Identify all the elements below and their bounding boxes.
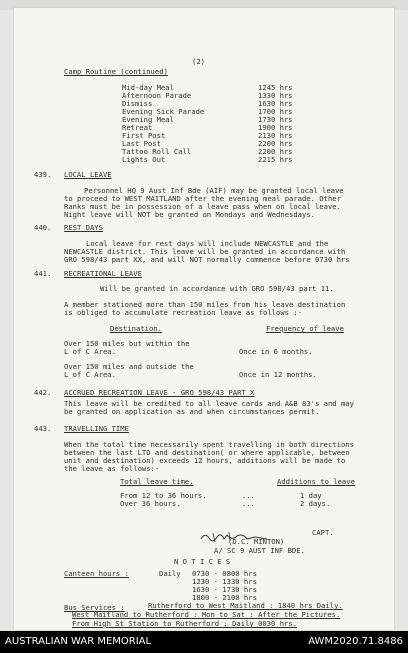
signature-rank: CAPT.: [312, 528, 334, 537]
section-number: 441.: [34, 269, 52, 278]
routine-label: Mid-day Meal: [122, 83, 174, 92]
notices-heading: N O T I C E S: [174, 557, 231, 566]
bus-service-line: From High St Station to Rutherford : Daily 0030 hrs.: [72, 619, 298, 628]
routine-time: 1630 hrs: [258, 99, 293, 108]
column-header-additions: Additions to leave: [277, 477, 355, 486]
body-line: unit and destination) exceeds 12 hours, additions will be made to: [64, 456, 346, 465]
body-line: the leave as follows:-: [64, 464, 160, 473]
body-line: be granted on application as and when circumstances permit.: [64, 407, 320, 416]
bus-service-line: Rutherford to West Maitland : 1840 hrs Daily.: [148, 601, 343, 610]
routine-label: Evening Sick Parade: [122, 107, 205, 116]
routine-time: 2200 hrs: [258, 147, 293, 156]
routine-time: 1245 hrs: [258, 83, 293, 92]
routine-label: Last Post: [122, 139, 161, 148]
routine-time: 2200 hrs: [258, 139, 293, 148]
body-line: A member stationed more than 150 miles from his leave destination: [64, 300, 346, 309]
section-title: LOCAL LEAVE: [64, 170, 112, 179]
body-line: Ranks must be in possession of a leave pass when on local leave.: [64, 202, 341, 211]
camp-routine-heading: Camp Routine (continued): [64, 67, 168, 76]
bus-service-line: West Maitland to Rutherford : Mon to Sat : After the Pictures.: [72, 610, 341, 619]
document-page: [14, 8, 394, 630]
signature-name: (D.C. MINTON): [228, 537, 285, 546]
destination-cell: L of C Area.: [64, 347, 116, 356]
routine-label: Evening Meal: [122, 115, 174, 124]
body-line: NEWCASTLE district. This leave will be granted in accordance with: [64, 247, 346, 256]
canteen-time: 1630 - 1730 hrs: [192, 585, 257, 594]
section-title: ACCRUED RECREATION LEAVE - GRO 598/43 PART X: [64, 388, 255, 397]
archive-caption-bar: [0, 631, 408, 653]
leader-dots: ...: [242, 491, 255, 500]
archive-name: AUSTRALIAN WAR MEMORIAL: [5, 636, 152, 647]
body-line: Local leave for rest days will include NEWCASTLE and the: [86, 239, 329, 248]
body-line: Personnel HQ 9 Aust Inf Bde (AIF) may be granted local leave: [84, 186, 344, 195]
routine-label: Tattoo Roll Call: [122, 147, 192, 156]
leave-time-cell: From 12 to 36 hours.: [120, 491, 207, 500]
section-title: RECREATIONAL LEAVE: [64, 269, 142, 278]
leader-dots: ...: [242, 499, 255, 508]
routine-label: Retreat: [122, 123, 153, 132]
section-number: 443.: [34, 424, 52, 433]
body-line: GRO 598/43 part XX, and will NOT normally commence before 0730 hrs: [64, 255, 350, 264]
destination-cell: Over 150 miles and outside the: [64, 362, 194, 371]
body-line: When the total time necessarily spent travelling in both directions: [64, 440, 354, 449]
frequency-cell: Once in 12 months.: [239, 370, 317, 379]
section-title: TRAVELLING TIME: [64, 424, 129, 433]
destination-cell: Over 150 miles but within the: [64, 339, 190, 348]
canteen-time: 1800 - 2100 hrs: [192, 593, 257, 602]
routine-time: 1730 hrs: [258, 115, 293, 124]
routine-label: First Post: [122, 131, 166, 140]
routine-label: Lights Out: [122, 155, 166, 164]
signature-title: A/ SC 9 AUST INF BDE.: [214, 546, 305, 555]
section-number: 439.: [34, 170, 52, 179]
canteen-time: 0730 - 0800 hrs: [192, 569, 257, 578]
destination-cell: L of C Area.: [64, 370, 116, 379]
body-line: to proceed to WEST MAITLAND after the evening meal parade. Other: [64, 194, 341, 203]
canteen-hours-label: Canteen hours :: [64, 569, 129, 578]
routine-time: 1330 hrs: [258, 91, 293, 100]
column-header-destination: Destination.: [110, 324, 162, 333]
routine-time: 2215 hrs: [258, 155, 293, 164]
routine-time: 1700 hrs: [258, 107, 293, 116]
canteen-daily-label: Daily: [159, 569, 181, 578]
routine-time: 1900 hrs: [258, 123, 293, 132]
section-number: 440.: [34, 223, 52, 232]
section-title: REST DAYS: [64, 223, 103, 232]
page-number: (2): [192, 57, 205, 66]
body-line: Night leave will NOT be granted on Mondays and Wednesdays.: [64, 210, 315, 219]
addition-cell: 1 day: [300, 491, 322, 500]
column-header-total-leave-time: Total leave time.: [120, 477, 194, 486]
column-header-frequency: Frequency of leave: [266, 324, 344, 333]
routine-label: Afternoon Parade: [122, 91, 192, 100]
leave-time-cell: Over 36 hours.: [120, 499, 181, 508]
body-line: This leave will be credited to all leave cards and A&B 83's and may: [64, 399, 354, 408]
routine-time: 2130 hrs: [258, 131, 293, 140]
archive-reference: AWM2020.71.8486: [308, 636, 403, 647]
body-line: is obliged to accumulate recreation leave as follows :-: [64, 308, 302, 317]
bus-services-label: Bus Services :: [64, 603, 125, 612]
addition-cell: 2 days.: [300, 499, 331, 508]
routine-label: Dismiss: [122, 99, 153, 108]
section-number: 442.: [34, 388, 52, 397]
frequency-cell: Once in 6 months.: [239, 347, 313, 356]
canteen-time: 1230 - 1330 hrs: [192, 577, 257, 586]
body-line: between the last LTD and destination( or where applicable, between: [64, 448, 350, 457]
body-line: Will be granted in accordance with GRO 598/43 part 11.: [100, 284, 334, 293]
